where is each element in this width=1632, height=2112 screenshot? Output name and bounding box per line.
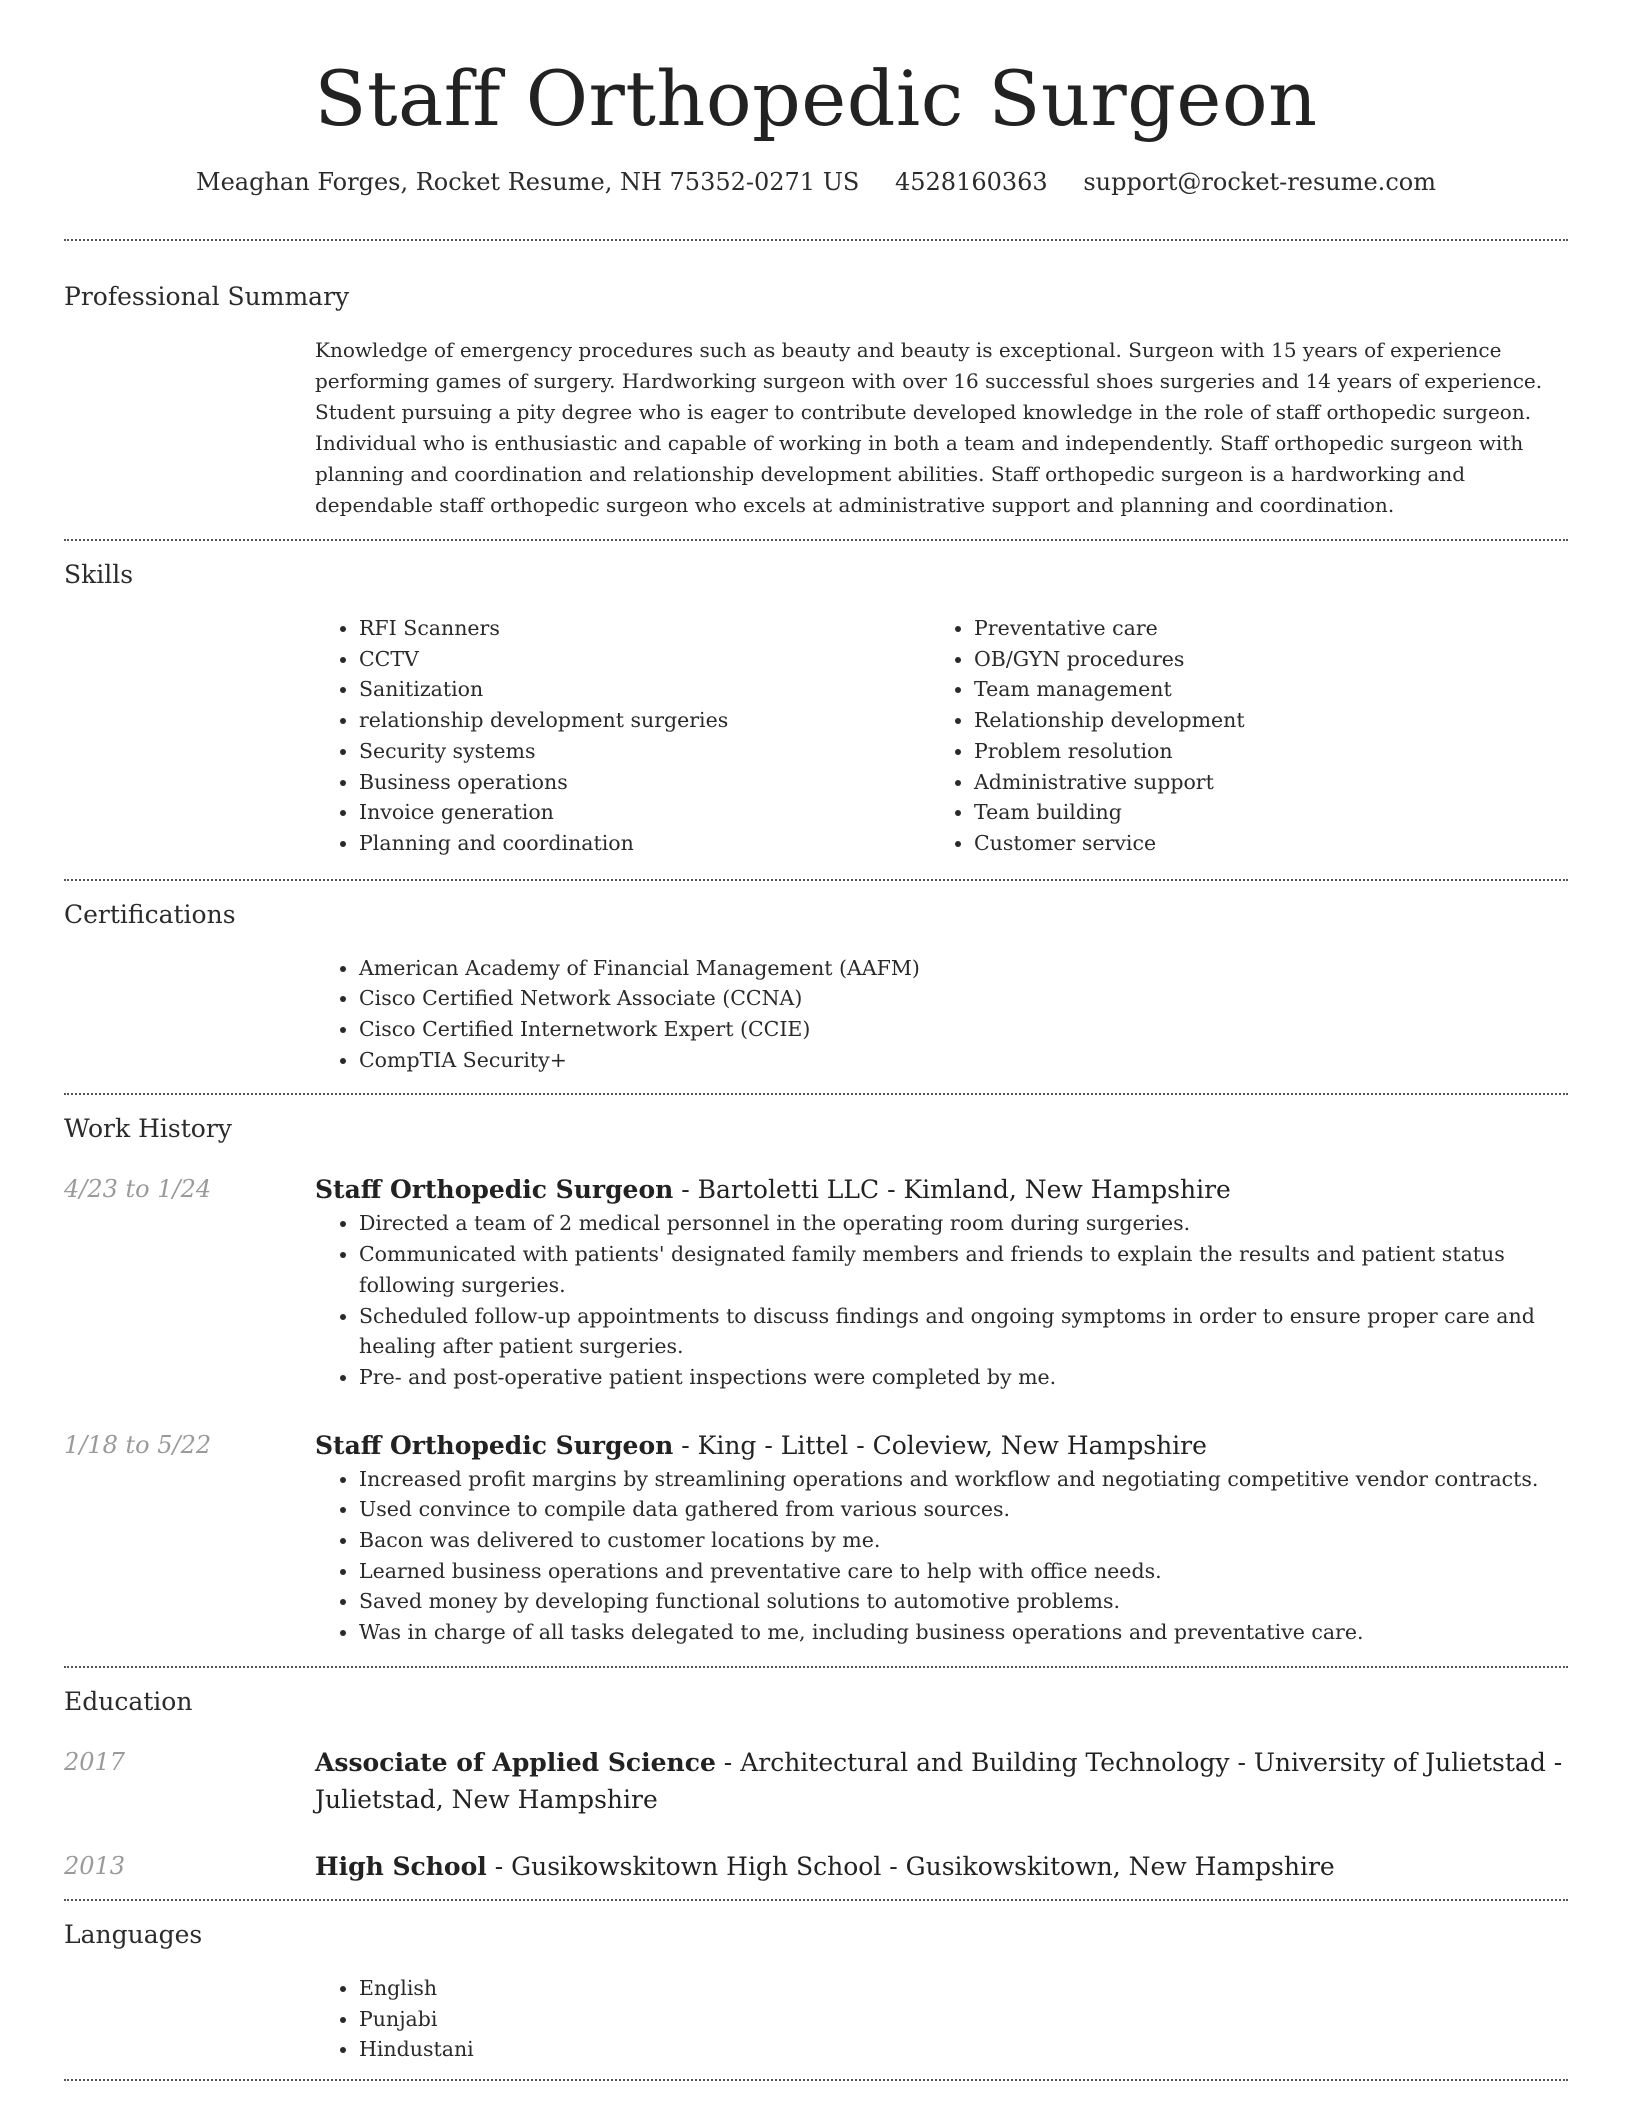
skill-item: • Team building [974, 797, 1545, 828]
contact-address: Meaghan Forges, Rocket Resume, NH 75352-0271 US [196, 168, 860, 196]
job-bullet: • Saved money by developing functional solutions to automotive problems. [359, 1586, 1568, 1617]
skills-heading: Skills [64, 560, 134, 589]
job-bullet: • Directed a team of 2 medical personnel in the operating room during surgeries. [359, 1208, 1568, 1239]
language-item: • Punjabi [359, 2004, 1565, 2035]
job-entry [64, 1427, 1568, 1648]
education-heading: Education [64, 1686, 193, 1716]
education-year: 2013 [64, 1851, 126, 1880]
job-bullet: • Pre- and post-operative patient inspections were completed by me. [359, 1362, 1568, 1393]
job-employer: - Bartoletti LLC - Kimland, New Hampshire [673, 1175, 1231, 1205]
job-role: Staff Orthopedic Surgeon [315, 1175, 674, 1205]
certifications-section [64, 881, 1568, 1076]
contact-email: support@rocket-resume.com [1083, 168, 1436, 196]
summary-heading: Professional Summary [64, 282, 350, 311]
education-degree: Associate of Applied Science [315, 1747, 716, 1777]
skill-item: • Customer service [974, 828, 1545, 859]
education-entry [64, 1744, 1568, 1818]
education-title-line [315, 1848, 1568, 1885]
certifications-list [315, 953, 1565, 1076]
skill-item: • OB/GYN procedures [974, 644, 1545, 675]
skill-item: • Problem resolution [974, 736, 1545, 767]
skill-item: • Security systems [359, 736, 930, 767]
job-employer: - King - Littel - Coleview, New Hampshire [673, 1430, 1207, 1460]
job-bullet: • Communicated with patients' designated family members and friends to explain the results and patient status following surgeries. [359, 1239, 1568, 1300]
education-degree: High School [315, 1851, 487, 1881]
skills-grid [315, 613, 1565, 859]
education-year: 2017 [64, 1747, 126, 1776]
job-bullet: • Increased profit margins by streamlining operations and workflow and negotiating competitive vendor contracts. [359, 1464, 1568, 1495]
job-bullet: • Used convince to compile data gathered from various sources. [359, 1494, 1568, 1525]
skill-item: • RFI Scanners [359, 613, 930, 644]
section-divider [64, 2079, 1568, 2081]
skill-item: • Invoice generation [359, 797, 930, 828]
language-item: • Hindustani [359, 2034, 1565, 2065]
certifications-heading: Certifications [64, 899, 236, 929]
skill-item: • Administrative support [974, 767, 1545, 798]
languages-heading: Languages [64, 1919, 203, 1949]
job-bullets [315, 1464, 1568, 1648]
job-title-line [315, 1171, 1568, 1208]
certification-item: • Cisco Certified Network Associate (CCNA) [359, 983, 1565, 1014]
certification-item: • CompTIA Security+ [359, 1045, 1565, 1076]
skill-item: • relationship development surgeries [359, 705, 930, 736]
job-bullet: • Learned business operations and preventative care to help with office needs. [359, 1556, 1568, 1587]
languages-section [64, 1901, 1568, 2065]
resume-page [64, 0, 1568, 2081]
work-history-section [64, 1095, 1568, 1665]
summary-text: Knowledge of emergency procedures such as beauty and beauty is exceptional. Surgeon with 15 years of experience performing games of surgery. Hardworking surgeon with over 16 successful shoes surgeries and 14 years of experience. Student pursuing a pity degree who is eager to contribute developed knowledge in the role of staff orthopedic surgeon. Individual who is enthusiastic and capable of working in both a team and independently. Staff orthopedic surgeon with planning and coordination and relationship development abilities. Staff orthopedic surgeon is a hardworking and dependable staff orthopedic surgeon who excels at administrative support and planning and coordination. [315, 338, 1543, 517]
contact-phone: 4528160363 [895, 168, 1048, 196]
work-history-heading: Work History [64, 1114, 232, 1144]
certification-item: • Cisco Certified Internetwork Expert (CCIE) [359, 1014, 1565, 1045]
skills-column-right [930, 613, 1545, 859]
skills-column-left [315, 613, 930, 859]
skill-item: • Business operations [359, 767, 930, 798]
skill-item: • CCTV [359, 644, 930, 675]
job-dates: 1/18 to 5/22 [64, 1430, 212, 1459]
job-bullet: • Was in charge of all tasks delegated to me, including business operations and preventative care. [359, 1617, 1568, 1648]
language-item: • English [359, 1973, 1565, 2004]
skill-item: • Sanitization [359, 674, 930, 705]
skill-item: • Preventative care [974, 613, 1545, 644]
education-details: - Architectural and Building Technology - University of Julietstad - Julietstad, New Hampshire [315, 1747, 1563, 1814]
job-title-line [315, 1427, 1568, 1464]
skill-item: • Team management [974, 674, 1545, 705]
job-bullet: • Bacon was delivered to customer locations by me. [359, 1525, 1568, 1556]
job-dates: 4/23 to 1/24 [64, 1175, 212, 1204]
languages-list [315, 1973, 1565, 2065]
skills-section [64, 541, 1568, 859]
certification-item: • American Academy of Financial Management (AAFM) [359, 953, 1565, 984]
contact-line [64, 166, 1568, 198]
job-bullets [315, 1208, 1568, 1392]
job-entry [64, 1171, 1568, 1392]
skill-item: • Relationship development [974, 705, 1545, 736]
summary-section [64, 241, 1568, 521]
education-details: - Gusikowskitown High School - Gusikowskitown, New Hampshire [486, 1851, 1335, 1881]
resume-title: Staff Orthopedic Surgeon [314, 54, 1318, 143]
education-entry [64, 1848, 1568, 1885]
job-role: Staff Orthopedic Surgeon [315, 1430, 674, 1460]
skill-item: • Planning and coordination [359, 828, 930, 859]
education-section [64, 1668, 1568, 1899]
job-bullet: • Scheduled follow-up appointments to discuss findings and ongoing symptoms in order to ensure proper care and healing after patient surgeries. [359, 1301, 1568, 1362]
education-title-line [315, 1744, 1568, 1818]
